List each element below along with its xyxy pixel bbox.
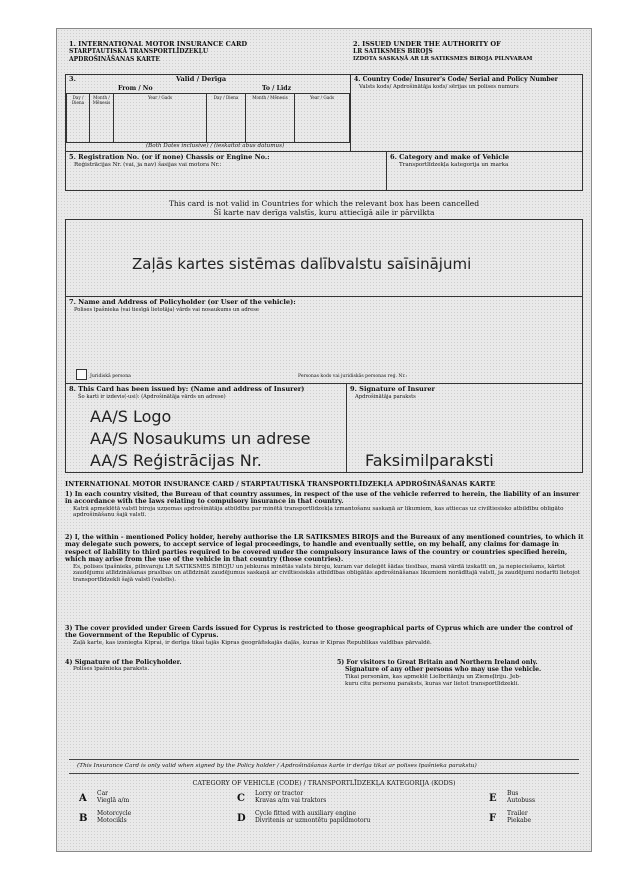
box4-subtitle: Valsts kods/ Apdrošinātāja kods/ sērijas un polises numurs — [359, 84, 519, 90]
category-lv: Kravas a/m vai traktors — [255, 797, 327, 804]
countries-note — [57, 199, 591, 217]
validity-note: (This Insurance Card is only valid when signed by the Policy holder / Apdrošināšanas karte ir derīga tikai ar polises īpašnieka parakstu) — [77, 763, 477, 769]
category-en: Bus — [507, 790, 519, 797]
date-col-label: Year / Gads — [147, 95, 173, 100]
box8-subtitle: Šo karti ir izdevis(-usi): (Apdrošinātāja vārds un adrese) — [78, 394, 226, 400]
category-en: Lorry or tractor — [255, 790, 304, 797]
back-title: INTERNATIONAL MOTOR INSURANCE CARD / STARPTAUTISKĀ TRANSPORTLĪDZEKĻA APDROŠINĀŠANAS KARTE — [65, 480, 496, 488]
category-lv: Motocikls — [97, 817, 127, 824]
category-en: Cycle fitted with auxiliary engine — [255, 810, 356, 817]
juridical-label: Juridiskā persona — [90, 374, 131, 379]
box4-policy-number[interactable] — [350, 74, 583, 152]
date-col-label: Day / Diena — [213, 95, 239, 100]
category-en: Motorcycle — [97, 810, 132, 817]
clause-5-line: 5) For visitors to Great Britain and Northern Ireland only. — [337, 659, 538, 666]
clause-5-line: Tikai personām, kas apmeklē Lielbritāniju un Ziemeļīriju. Jeb- — [345, 673, 521, 680]
clause-4-lv: Polises īpašnieka paraksts. — [73, 666, 150, 673]
date-col-label: Month / Mēnesis — [252, 95, 288, 100]
category-letter: A — [79, 793, 87, 804]
box1-line: APDROŠINĀŠANAS KARTE — [69, 55, 160, 63]
category-letter: D — [237, 813, 246, 824]
category-item — [507, 810, 531, 824]
date-cell[interactable] — [294, 93, 350, 143]
category-letter: B — [79, 813, 88, 824]
clause-3 — [65, 625, 585, 646]
clause-2-en: 2) I, the within - mentioned Policy holder, hereby authorise the LR SATIKSMES BIROJS and the Bureaux of any mentioned countries, to which it may delegate such powers, to accept service of legal proceedings, to handle and eventually settle, on my behalf, any claims for damage in respect of liability to third parties required to be covered under the compulsory insurance laws of the country or countries specified herein, which may arise from the use of the vehicle in that country (those countries). — [65, 533, 584, 564]
countries-box-text: Zaļās kartes sistēmas dalībvalstu saīsinājumi — [132, 255, 472, 273]
facsimile-text: Faksimilparaksti — [365, 451, 494, 470]
date-col-label: Month / Mēnesis — [92, 95, 111, 105]
box2-line: LR SATIKSMES BIROJS — [353, 48, 433, 56]
clause-4 — [65, 659, 305, 673]
category-lv: Autobuss — [507, 797, 536, 804]
clause-3-en: 3) The cover provided under Green Cards issued for Cyprus is restricted to those geographical parts of Cyprus which are under the control of the Government of the Republic of Cyprus. — [65, 624, 573, 640]
date-cell[interactable] — [89, 93, 114, 143]
category-en: Trailer — [507, 810, 528, 817]
to-label: To / Līdz — [262, 85, 292, 92]
box5-registration[interactable] — [65, 151, 387, 191]
box7-policyholder[interactable] — [65, 296, 583, 384]
date-col-label: Day / Diena — [71, 95, 85, 105]
clause-1-en: 1) In each country visited, the Bureau of that country assumes, in respect of the use of the vehicle referred to herein, the liability of an insurer in accordance with the laws relating to compulsory insurance in that country. — [65, 490, 580, 506]
box3-number: 3. — [69, 75, 76, 83]
box8-title: 8. This Card has been issued by: (Name and address of Insurer) — [69, 385, 305, 393]
signature-line — [69, 759, 579, 760]
clause-2-lv: Es, polises īpašnieks, pilnvaroju LR SATIKSMES BIROJU un jebkuras minētās valsts biroju, kuram var deleģēt šādas tiesības, manā vārdā izskatīt un, ja nepieciešams, kārtot zaudējumu atlīdzināšanas prasības un atlīdzināt zaudējumus saskaņā ar civiltiesiskās atbildības obligātās apdrošināšanas likumiem norādītajā valstī, ja zaudējumi nodarīti lietojot transportlīdzekli šajā valstī (valstīs). — [73, 563, 580, 583]
clause-1-lv: Katrā apmeklētā valstī biroja uzņemas apdrošinātāja atbildību par minētā transportlīdzekļa izmantošanu saskaņā ar likumiem, kas attiecas uz civiltiesisko atbildību obligāto apdrošināšanu šajā valstī. — [73, 505, 564, 519]
box8-issuer[interactable] — [65, 383, 347, 473]
category-lv: Divritenis ar uzmontētu papildmotoru — [255, 817, 371, 824]
date-cell[interactable] — [66, 93, 90, 143]
box1-line: STARPTAUTISKĀ TRANSPORTLĪDZEKĻU — [69, 48, 209, 56]
box4-title: 4. Country Code/ Insurer's Code/ Serial and Policy Number — [354, 76, 558, 83]
box7-subtitle: Polises īpašnieka (vai tiesīgā lietotāja) vārds vai nosaukums un adrese — [74, 307, 259, 313]
date-col-label: Year / Gads — [309, 95, 335, 100]
box1-heading — [69, 41, 329, 63]
box2-line: IZDOTA SASKAŅĀ AR LR SATIKSMES BIROJA PILNVARAM — [353, 55, 533, 62]
category-letter: E — [489, 793, 497, 804]
category-item — [97, 790, 129, 804]
category-item — [97, 810, 131, 824]
countries-note-en: This card is not valid in Countries for which the relevant box has been cancelled — [168, 199, 480, 208]
clause-5-line: kuru citu personu paraksts, kuras var lietot transportlīdzekli. — [345, 680, 520, 687]
box3-validity — [65, 74, 351, 152]
category-letter: C — [237, 793, 245, 804]
box7-title: 7. Name and Address of Policyholder (or User of the vehicle): — [69, 298, 296, 306]
divider — [69, 773, 579, 774]
box5-title: 5. Registration No. (or if none) Chassis or Engine No.: — [69, 153, 270, 161]
clause-1 — [65, 491, 585, 519]
box9-insurer-signature[interactable] — [346, 383, 583, 473]
clause-5 — [337, 659, 587, 688]
category-item — [255, 790, 326, 804]
juridical-checkbox[interactable] — [76, 369, 87, 380]
box2-heading — [353, 41, 589, 63]
clause-2 — [65, 534, 585, 583]
date-cell[interactable] — [113, 93, 207, 143]
box9-subtitle: Apdrošinātāja paraksts — [355, 394, 416, 400]
date-cell[interactable] — [245, 93, 295, 143]
box6-subtitle: Transportlīdzekļa kategorija un marka — [399, 162, 509, 168]
box1-line: 1. INTERNATIONAL MOTOR INSURANCE CARD — [69, 40, 248, 48]
issuer-name-address: AA/S Nosaukums un adrese — [90, 429, 311, 448]
category-lv: Piekabe — [507, 817, 532, 824]
box5-subtitle: Reģistrācijas Nr. (vai, ja nav) šasijas vai motora Nr.: — [74, 162, 222, 168]
from-label: From / No — [118, 85, 153, 92]
category-lv: Vieglā a/m — [97, 797, 130, 804]
countries-note-lv: Šī karte nav derīga valstīs, kuru attiecīgā aile ir pārvilkta — [213, 208, 435, 217]
personal-code-label: Personas kods vai juridiskās personas reģ. Nr.: — [298, 374, 408, 379]
category-en: Car — [97, 790, 109, 797]
countries-box[interactable] — [65, 219, 583, 297]
category-title: CATEGORY OF VEHICLE (CODE) / TRANSPORTLĪDZEKĻA KATEGORIJA (KODS) — [192, 779, 456, 787]
valid-label: Valid / Derīga — [176, 75, 227, 83]
box6-title: 6. Category and make of Vehicle — [390, 153, 510, 161]
insurance-card-form — [56, 28, 592, 852]
box2-line: 2. ISSUED UNDER THE AUTHORITY OF — [353, 40, 501, 48]
clause-4-en: 4) Signature of the Policyholder. — [65, 658, 182, 666]
clause-5-line: Signature of any other persons who may use the vehicle. — [345, 666, 542, 674]
both-dates-note: (Both Dates inclusive) / (ieskaitot abus datumus) — [146, 143, 285, 149]
category-item — [255, 810, 370, 824]
category-letter: F — [489, 813, 497, 824]
issuer-registration: AA/S Reģistrācijas Nr. — [90, 451, 262, 470]
date-cell[interactable] — [206, 93, 246, 143]
issuer-logo-text: AA/S Logo — [90, 407, 172, 426]
category-item — [507, 790, 535, 804]
box6-category[interactable] — [386, 151, 583, 191]
clause-3-lv: Zaļā karte, kas izsniegta Kiprai, ir derīga tikai tajās Kipras ģeogrāfiskajās daļās, kuras ir Kipras Republikas valdības pārvaldē. — [73, 639, 432, 646]
box9-title: 9. Signature of Insurer — [350, 385, 435, 393]
